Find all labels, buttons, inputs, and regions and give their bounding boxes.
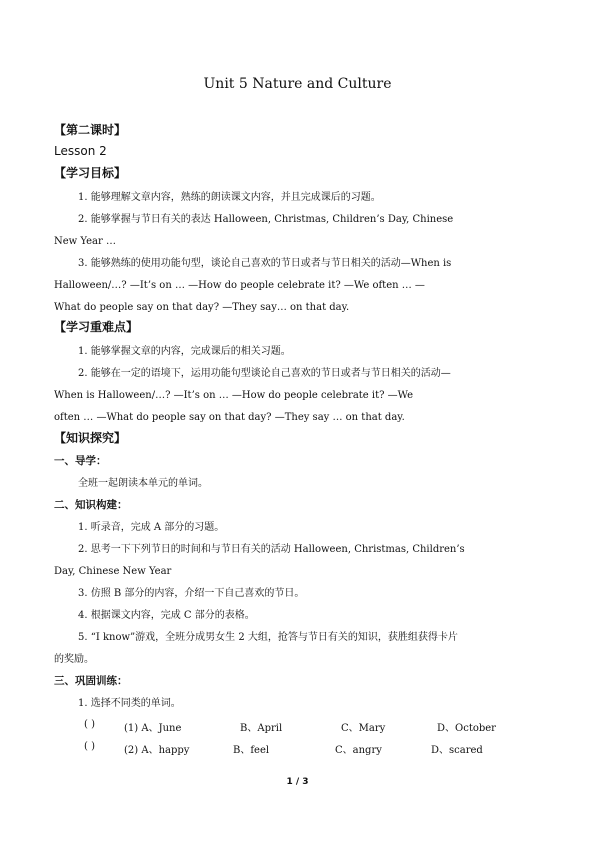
part2-line: 1. 听录音，完成 A 部分的习题。	[78, 522, 225, 533]
page-title: Unit 5 Nature and Culture	[203, 76, 392, 92]
key-line: 2. 能够在一定的语境下，运用功能句型谈论自己喜欢的节日或者与节日相关的活动—	[78, 368, 451, 379]
key-line: often … —What do people say on that day? —They say … on that day.	[54, 412, 405, 423]
part2-line: Day, Chinese New Year	[54, 566, 172, 577]
page-number: 1 / 3	[286, 777, 309, 787]
part2-title: 二、知识构建：	[54, 499, 128, 511]
option-a: (1) A、June	[124, 723, 182, 734]
option-d: D、October	[437, 723, 496, 734]
part1-line: 全班一起朗读本单元的单词。	[78, 478, 208, 489]
goal-line: 3. 能够熟练的使用功能句型，谈论自己喜欢的节日或者与节日相关的活动—When is	[78, 258, 452, 269]
key-line: When is Halloween/…? —It’s on … —How do people celebrate it? —We	[54, 390, 414, 401]
option-d: D、scared	[431, 745, 483, 756]
option-c: C、Mary	[341, 723, 386, 734]
option-b: B、feel	[233, 745, 270, 756]
part2-line: 的奖励。	[54, 654, 94, 665]
part2-line: 5. “I know”游戏，全班分成男女生 2 大组，抢答与节日有关的知识，获胜组获得卡片	[78, 632, 458, 643]
part2-line: 4. 根据课文内容，完成 C 部分的表格。	[78, 610, 255, 621]
key-line: 1. 能够掌握文章的内容，完成课后的相关习题。	[78, 346, 291, 357]
section-goals: 【学习目标】	[54, 166, 127, 180]
option-c: C、angry	[335, 745, 382, 756]
option-a: (2) A、happy	[124, 745, 190, 756]
section-lesson-period: 【第二课时】	[54, 123, 127, 137]
part3-intro: 1. 选择不同类的单词。	[78, 698, 181, 709]
goal-line: 2. 能够掌握与节日有关的表达 Halloween, Christmas, Children’s Day, Chinese	[78, 214, 454, 225]
answer-blank[interactable]: ( )	[84, 719, 95, 730]
option-b: B、April	[240, 723, 283, 734]
section-explore: 【知识探究】	[54, 431, 127, 445]
goal-line: Halloween/…? —It’s on … —How do people celebrate it? —We often … —	[54, 280, 425, 291]
part1-title: 一、导学：	[54, 455, 107, 467]
part3-title: 三、巩固训练：	[54, 675, 128, 687]
goal-line: 1. 能够理解文章内容，熟练的朗读课文内容，并且完成课后的习题。	[78, 192, 381, 203]
part2-line: 3. 仿照 B 部分的内容，介绍一下自己喜欢的节日。	[78, 588, 305, 599]
section-key-points: 【学习重难点】	[54, 320, 139, 334]
answer-blank[interactable]: ( )	[84, 741, 95, 752]
lesson-label: Lesson 2	[54, 144, 107, 158]
goal-line: New Year …	[54, 236, 116, 247]
part2-line: 2. 思考一下下列节日的时间和与节日有关的活动 Halloween, Christmas, Children’s	[78, 544, 465, 555]
goal-line: What do people say on that day? —They say… on that day.	[54, 302, 350, 313]
